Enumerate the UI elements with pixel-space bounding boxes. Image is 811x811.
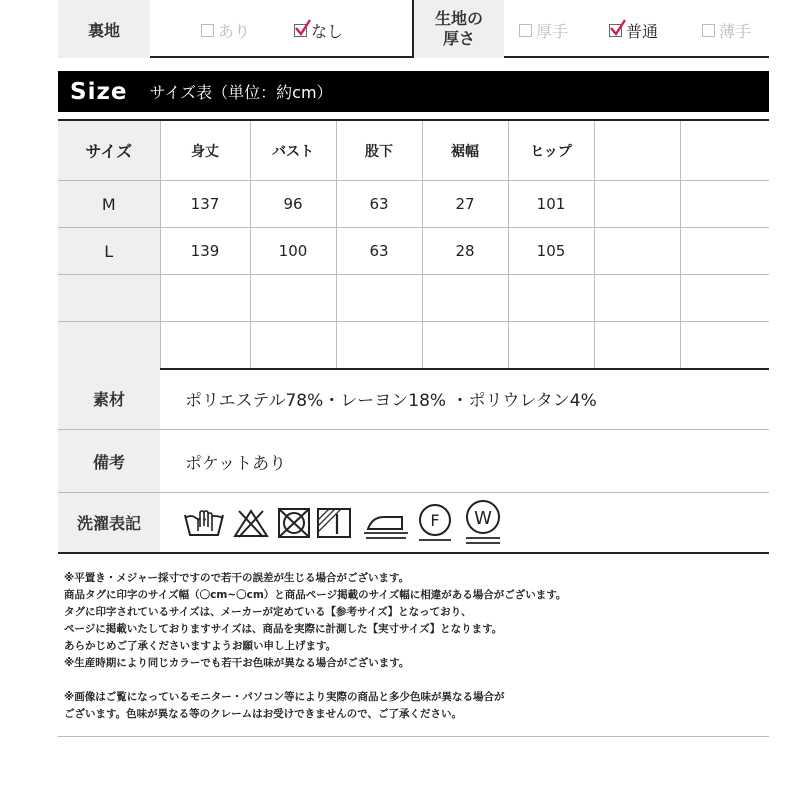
low-iron-icon bbox=[362, 509, 410, 543]
table-cell bbox=[594, 181, 680, 228]
table-header-cell bbox=[680, 120, 769, 181]
wet-clean-letter: W bbox=[474, 508, 492, 529]
table-header-row bbox=[58, 120, 769, 181]
table-cell bbox=[250, 322, 336, 370]
table-cell bbox=[508, 275, 594, 322]
table-cell bbox=[160, 322, 250, 370]
table-header-cell: サイズ bbox=[58, 120, 160, 181]
table-header-cell: ヒップ bbox=[508, 120, 594, 181]
table-header-cell: 裾幅 bbox=[422, 120, 508, 181]
table-cell bbox=[594, 228, 680, 275]
notes-section bbox=[58, 554, 769, 737]
hand-wash-icon bbox=[182, 507, 226, 539]
table-cell bbox=[594, 322, 680, 370]
size-table bbox=[58, 119, 769, 370]
table-cell: 27 bbox=[422, 181, 508, 228]
size-banner bbox=[58, 71, 769, 112]
checked-checkbox-icon bbox=[609, 24, 622, 37]
lining-option-no bbox=[294, 19, 343, 42]
thickness-option-normal bbox=[609, 19, 658, 42]
note-line: ※生産時期により同じカラーでも若干お色味が異なる場合がございます。 bbox=[64, 657, 410, 669]
thickness-label-line1: 生地の bbox=[434, 9, 483, 28]
table-cell bbox=[508, 322, 594, 370]
wet-clean-w-icon bbox=[460, 499, 506, 549]
table-row bbox=[58, 181, 769, 228]
table-cell bbox=[250, 275, 336, 322]
checked-checkbox-icon bbox=[294, 24, 307, 37]
table-header-cell: 身丈 bbox=[160, 120, 250, 181]
lining-option-yes-label: あり bbox=[218, 22, 251, 41]
table-header-cell: バスト bbox=[250, 120, 336, 181]
table-cell bbox=[680, 322, 769, 370]
table-cell: 101 bbox=[508, 181, 594, 228]
note-line: 商品タグに印字のサイズ幅（〇cm~〇cm）と商品ページ掲載のサイズ幅に相違がある場合がございます。 bbox=[64, 589, 567, 601]
size-title: Size bbox=[70, 78, 128, 105]
material-value: ポリエステル78%・レーヨン18% ・ポリウレタン4% bbox=[185, 390, 597, 411]
table-cell: M bbox=[58, 181, 160, 228]
thickness-label-line2: 厚さ bbox=[442, 29, 475, 48]
lining-thickness-row bbox=[58, 0, 769, 58]
table-cell bbox=[422, 275, 508, 322]
table-cell bbox=[58, 322, 160, 370]
thickness-option-thin-label: 薄手 bbox=[719, 22, 752, 41]
table-row bbox=[58, 275, 769, 322]
table-cell: L bbox=[58, 228, 160, 275]
lining-option-no-label: なし bbox=[311, 22, 344, 41]
table-cell bbox=[336, 275, 422, 322]
no-bleach-icon bbox=[232, 507, 270, 539]
note-line: タグに印字されているサイズは、メーカーが定めている【参考サイズ】となっており、 bbox=[64, 606, 472, 618]
size-unit-description: サイズ表（単位：約cm） bbox=[149, 83, 333, 102]
table-row bbox=[58, 322, 769, 370]
note-line: あらかじめご了承くださいますようお願い申し上げます。 bbox=[64, 640, 337, 652]
material-row bbox=[58, 367, 769, 430]
table-cell bbox=[680, 228, 769, 275]
remarks-label: 備考 bbox=[58, 430, 160, 492]
table-cell: 100 bbox=[250, 228, 336, 275]
table-cell bbox=[58, 275, 160, 322]
note-line: ※画像はご覧になっているモニター・パソコン等により実際の商品と多少色味が異なる場合が bbox=[64, 691, 505, 703]
table-cell: 105 bbox=[508, 228, 594, 275]
checkbox-icon bbox=[519, 24, 532, 37]
thickness-option-thick bbox=[519, 19, 568, 42]
thickness-option-thin bbox=[702, 19, 751, 42]
thickness-option-normal-label: 普通 bbox=[626, 22, 659, 41]
lining-label: 裏地 bbox=[58, 0, 150, 58]
thickness-label bbox=[414, 0, 504, 58]
checkbox-icon bbox=[702, 24, 715, 37]
table-cell: 28 bbox=[422, 228, 508, 275]
table-cell: 137 bbox=[160, 181, 250, 228]
dry-clean-letter: F bbox=[430, 511, 440, 530]
no-tumble-dry-icon bbox=[276, 506, 312, 540]
table-cell bbox=[680, 181, 769, 228]
table-cell bbox=[422, 322, 508, 370]
lining-option-yes bbox=[201, 19, 250, 42]
table-cell bbox=[680, 275, 769, 322]
remarks-value: ポケットあり bbox=[185, 453, 287, 474]
material-label: 素材 bbox=[58, 367, 160, 429]
table-cell: 63 bbox=[336, 228, 422, 275]
checkbox-icon bbox=[201, 24, 214, 37]
thickness-option-thick-label: 厚手 bbox=[536, 22, 569, 41]
note-line: ページに掲載いたしておりますサイズは、商品を実際に計測した【実寸サイズ】となります。 bbox=[64, 623, 503, 635]
table-row bbox=[58, 228, 769, 275]
note-line: ございます。色味が異なる等のクレームはお受けできませんので、ご了承ください。 bbox=[64, 708, 462, 720]
dry-clean-f-icon bbox=[414, 502, 456, 548]
remarks-row bbox=[58, 430, 769, 493]
table-cell: 63 bbox=[336, 181, 422, 228]
note-line: ※平置き・メジャー採寸ですので若干の誤差が生じる場合がございます。 bbox=[64, 572, 410, 584]
table-header-cell: 股下 bbox=[336, 120, 422, 181]
table-cell: 139 bbox=[160, 228, 250, 275]
table-cell bbox=[594, 275, 680, 322]
table-cell bbox=[336, 322, 422, 370]
line-dry-icon bbox=[315, 506, 353, 540]
table-cell bbox=[160, 275, 250, 322]
care-row bbox=[58, 493, 769, 554]
care-icons bbox=[182, 499, 642, 549]
table-cell: 96 bbox=[250, 181, 336, 228]
care-label: 洗濯表記 bbox=[58, 493, 160, 552]
table-header-cell bbox=[594, 120, 680, 181]
